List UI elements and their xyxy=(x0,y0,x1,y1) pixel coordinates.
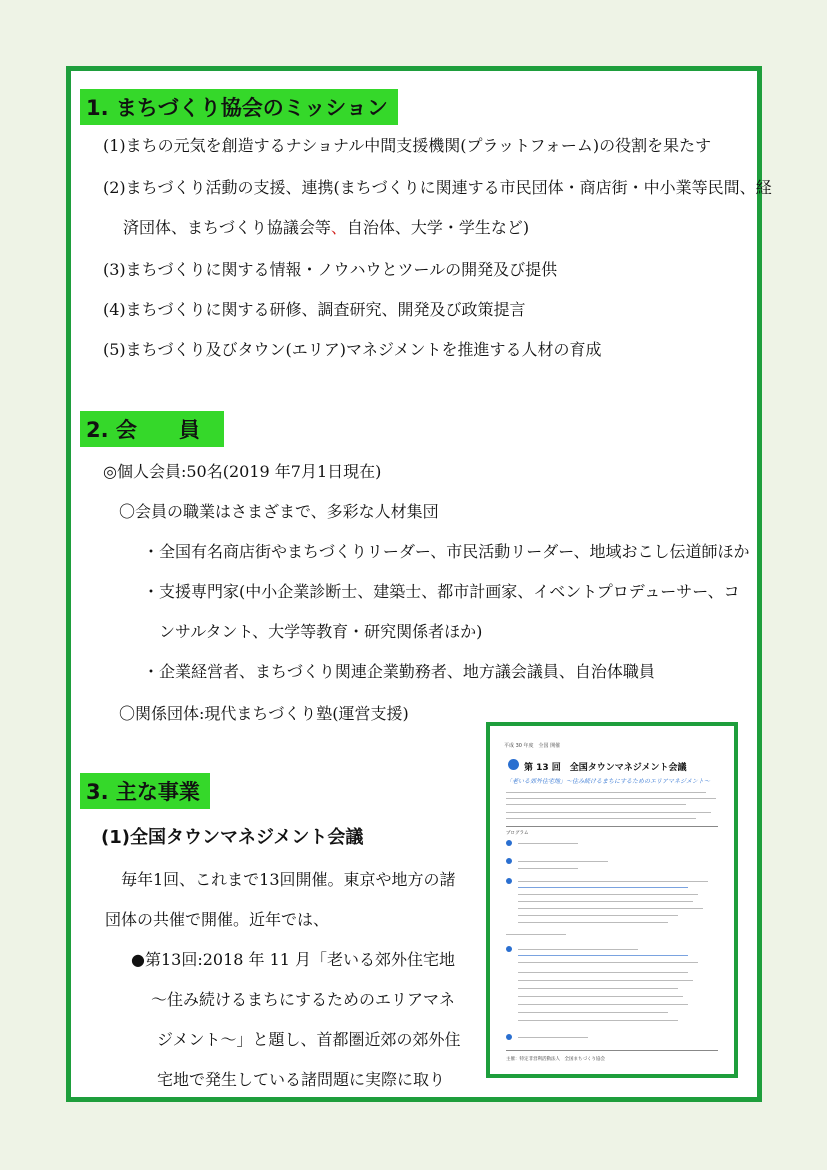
flyer-text-line xyxy=(518,868,578,869)
flyer-text-line xyxy=(518,988,678,989)
flyer-text-line xyxy=(518,843,578,844)
flyer-text-line xyxy=(518,955,688,956)
mission-item-3: (3)まちづくりに関する情報・ノウハウとツールの開発及び提供 xyxy=(103,260,558,279)
member-bullet-1: ・全国有名商店街やまちづくりリーダー、市民活動リーダー、地域おこし伝道師ほか xyxy=(143,542,750,561)
flyer-text-line xyxy=(506,798,716,799)
flyer-text-line xyxy=(518,972,688,973)
flyer-text-line xyxy=(518,949,638,950)
mission-item-2-text-a: 済団体、まちづくり協議会等 xyxy=(123,218,331,237)
flyer-text-line xyxy=(518,1037,588,1038)
conference-text-line-5: ジメント～」と題し、首都圏近郊の郊外住 xyxy=(157,1030,461,1049)
mission-item-2-continued xyxy=(123,215,529,238)
flyer-text-line xyxy=(518,861,608,862)
flyer-bullet-icon xyxy=(506,858,512,864)
flyer-subtitle: 「老いる郊外住宅地」～住み続けるまちにするためのエリアマネジメント～ xyxy=(506,778,710,785)
conference-flyer-image xyxy=(486,722,738,1078)
mission-item-1: (1)まちの元気を創造するナショナル中間支援機関(プラットフォーム)の役割を果たす xyxy=(103,136,712,155)
mission-item-2: (2)まちづくり活動の支援、連携(まちづくりに関連する市民団体・商店街・中小業等民間、経 xyxy=(103,178,772,197)
flyer-title: 第 13 回 全国タウンマネジメント会議 xyxy=(524,763,687,773)
mission-item-2-red-comma: 、 xyxy=(330,218,347,237)
conference-text-line-2: 団体の共催で開催。近年では、 xyxy=(105,910,330,929)
member-bullet-3: ・企業経営者、まちづくり関連企業勤務者、地方議会議員、自治体職員 xyxy=(143,662,655,681)
flyer-text-line xyxy=(518,980,693,981)
conference-text-line-6: 宅地で発生している諸問題に実際に取り xyxy=(157,1070,446,1089)
section2-heading: 2. 会 員 xyxy=(80,411,224,447)
individual-members: ◎個人会員:50名(2019 年7月1日現在) xyxy=(103,462,382,481)
flyer-text-line xyxy=(518,901,693,902)
flyer-text-line xyxy=(506,934,566,935)
related-organization: 〇関係団体:現代まちづくり塾(運営支援) xyxy=(119,704,409,723)
flyer-divider xyxy=(506,1050,718,1051)
mission-item-4: (4)まちづくりに関する研修、調査研究、開発及び政策提言 xyxy=(103,300,526,319)
member-bullet-2: ・支援専門家(中小企業診断士、建築士、都市計画家、イベントプロデューサー、コ xyxy=(143,582,740,601)
section1-heading: 1. まちづくり協会のミッション xyxy=(80,89,398,125)
flyer-text-line xyxy=(518,1012,668,1013)
member-bullet-2-continued: ンサルタント、大学等教育・研究関係者ほか) xyxy=(159,622,483,641)
flyer-text-line xyxy=(506,818,696,819)
member-diversity: 〇会員の職業はさまざまで、多彩な人材集団 xyxy=(119,502,439,521)
conference-text-line-3: ●第13回:2018 年 11 月「老いる郊外住宅地 xyxy=(131,950,456,969)
flyer-text-line xyxy=(518,908,703,909)
flyer-text-line xyxy=(518,1004,688,1005)
flyer-footer: 主催：特定非営利活動法人 全国まちづくり協会 xyxy=(506,1057,605,1062)
flyer-text-line xyxy=(506,804,686,805)
flyer-text-line xyxy=(506,792,706,793)
flyer-bullet-icon xyxy=(506,1034,512,1040)
flyer-program-label: プログラム xyxy=(506,831,529,836)
mission-item-5: (5)まちづくり及びタウン(エリア)マネジメントを推進する人材の育成 xyxy=(103,340,602,359)
flyer-bullet-icon xyxy=(506,840,512,846)
flyer-text-line xyxy=(518,881,708,882)
mission-item-2-text-b: 自治体、大学・学生など) xyxy=(346,218,530,237)
flyer-text-line xyxy=(518,887,688,888)
flyer-bullet-icon xyxy=(506,878,512,884)
section3-heading: 3. 主な事業 xyxy=(80,773,210,809)
conference-text-line-4: ～住み続けるまちにするためのエリアマネ xyxy=(151,990,456,1009)
flyer-text-line xyxy=(518,962,698,963)
flyer-text-line xyxy=(506,812,711,813)
flyer-text-line xyxy=(518,996,683,997)
flyer-divider xyxy=(506,826,718,827)
conference-text-line-1: 毎年1回、これまで13回開催。東京や地方の諸 xyxy=(121,870,456,889)
flyer-blue-dot-icon xyxy=(508,759,519,770)
flyer-header: 平成 30 年度 全国 開催 xyxy=(504,743,561,749)
flyer-text-line xyxy=(518,894,698,895)
flyer-text-line xyxy=(518,915,678,916)
flyer-text-line xyxy=(518,1020,678,1021)
national-town-management-conference-heading: (1)全国タウンマネジメント会議 xyxy=(101,827,364,848)
flyer-bullet-icon xyxy=(506,946,512,952)
flyer-text-line xyxy=(518,922,668,923)
